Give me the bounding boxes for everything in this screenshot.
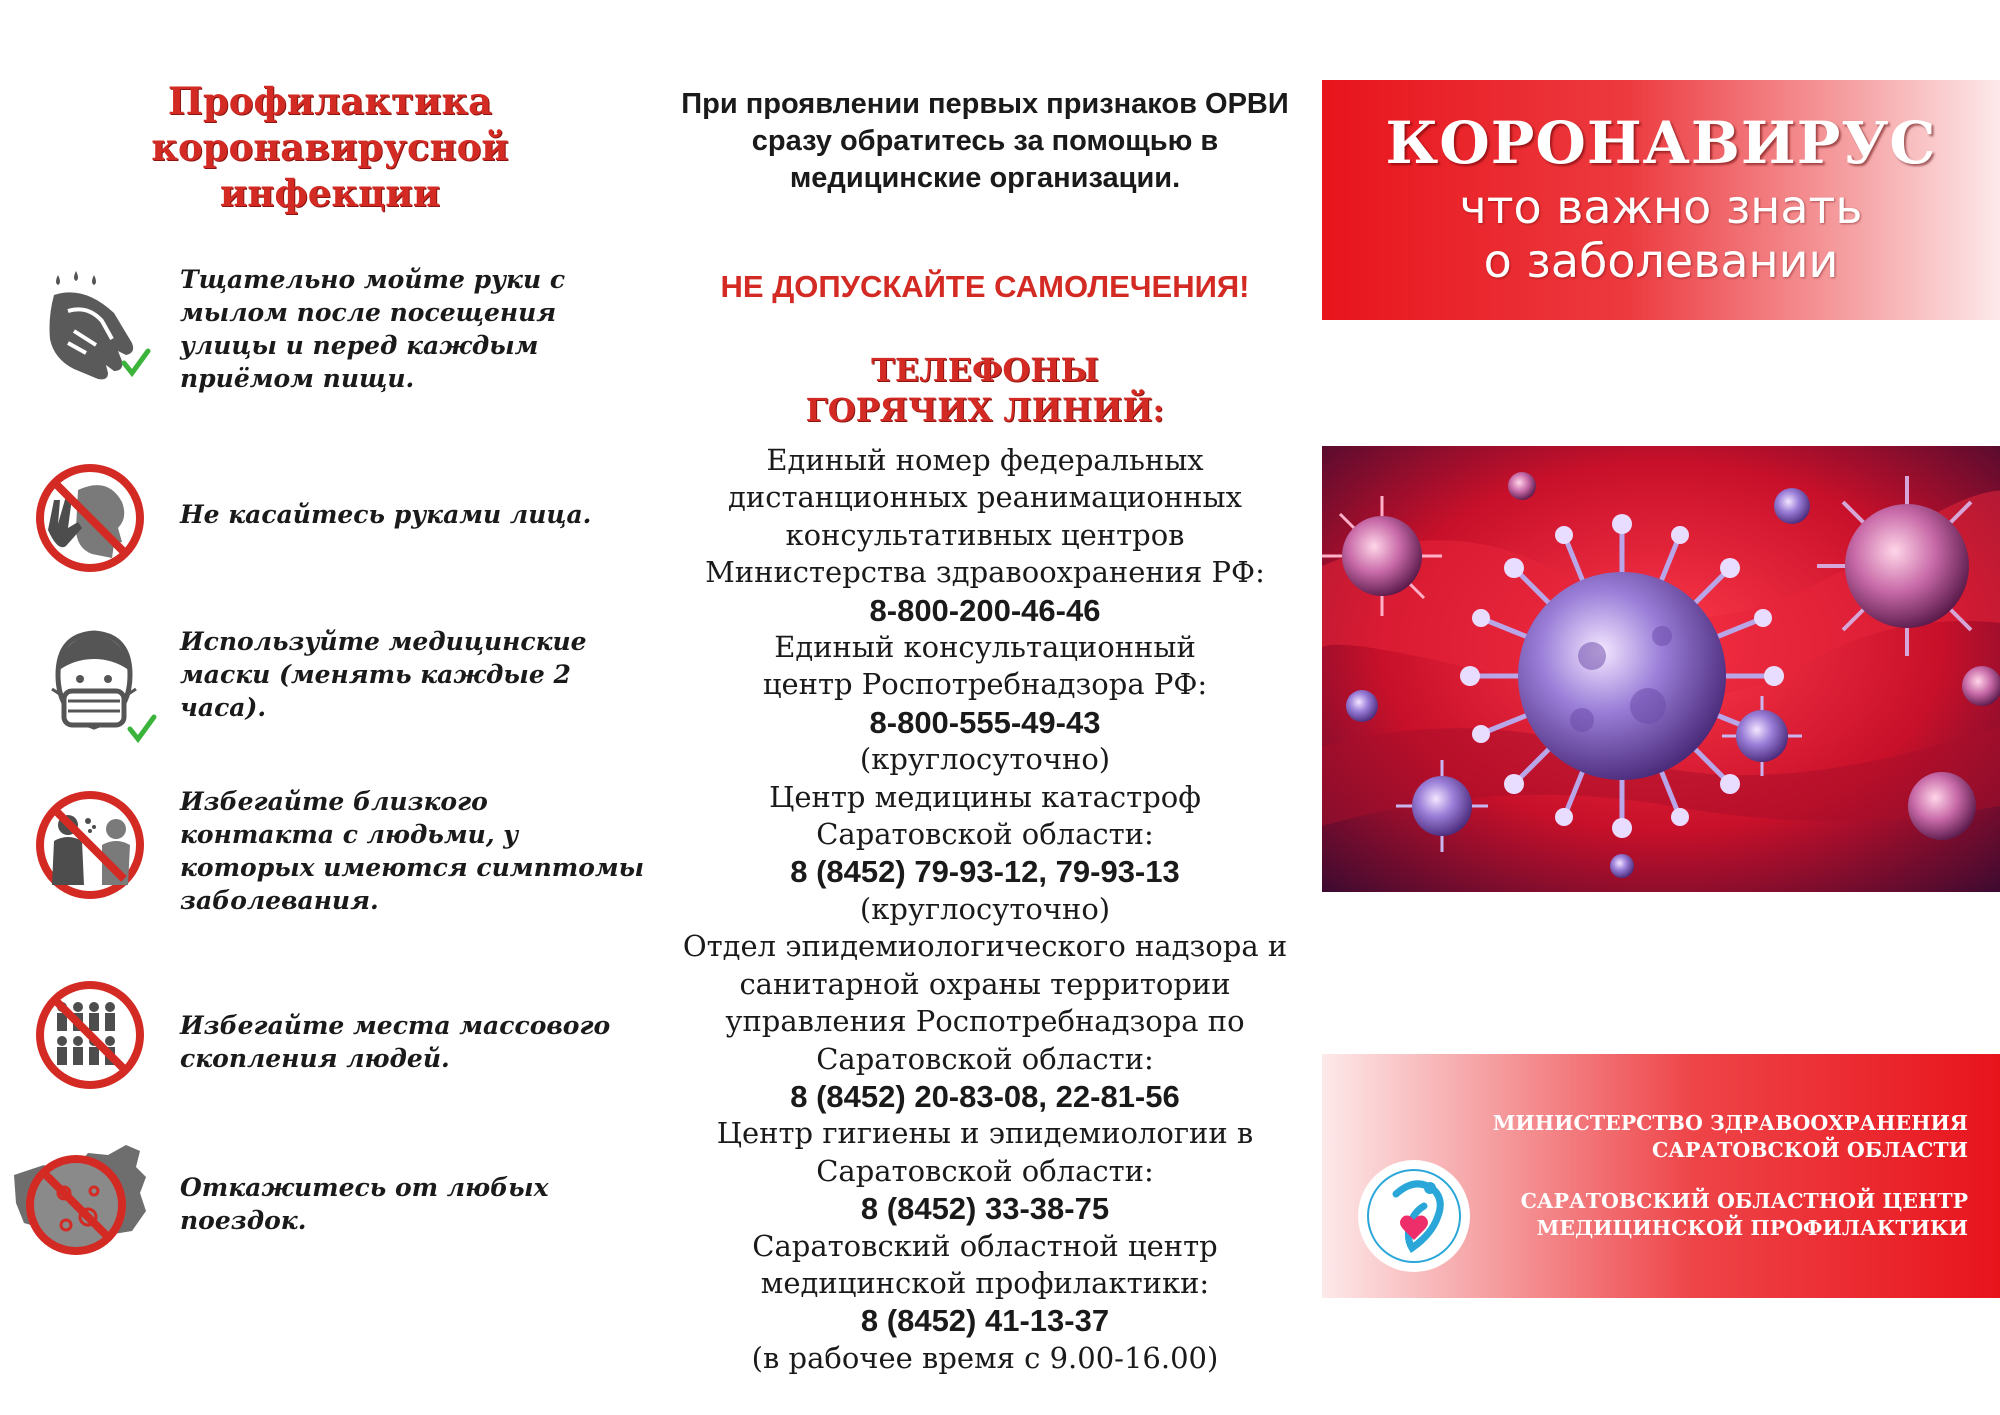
hotlines-title: ТЕЛЕФОНЫ ГОРЯЧИХ ЛИНИЙ: — [805, 351, 1165, 429]
contact-label: Отдел эпидемиологического надзора и — [682, 929, 1288, 964]
organizations-banner — [1322, 1054, 2000, 1298]
phone-number[interactable]: 8 (8452) 20-83-08, 22-81-56 — [790, 1078, 1180, 1114]
banner-column — [1320, 0, 2000, 1415]
banner-title: КОРОНАВИРУС — [1385, 109, 1937, 177]
tip-item — [0, 975, 660, 1125]
coronavirus-banner — [1322, 80, 2000, 320]
prevention-center-name: САРАТОВСКИЙ ОБЛАСТНОЙ ЦЕНТР МЕДИЦИНСКОЙ ПРОФИЛАКТИКИ — [1520, 1189, 1968, 1240]
contact-label: Единый консультационный — [774, 630, 1196, 665]
no-travel-icon — [8, 1135, 168, 1275]
hand-washing-icon — [28, 255, 168, 395]
contact-label: Саратовской области: — [816, 1041, 1154, 1076]
tip-item — [0, 785, 660, 935]
contact-note: (в рабочее время с 9.00-16.00) — [751, 1340, 1219, 1375]
phone-number[interactable]: 8-800-200-46-46 — [869, 592, 1101, 628]
tip-text: Избегайте места массового скопления людей. — [180, 1011, 611, 1073]
tip-text: Избегайте близкого контакта с людьми, у которых имеются симптомы заболевания. — [180, 787, 645, 915]
prevention-center-logo — [1356, 1158, 1472, 1274]
contact-label: Министерства здравоохранения РФ: — [705, 555, 1265, 590]
contact-entry — [655, 928, 1315, 1115]
contact-note: (круглосуточно) — [859, 742, 1111, 777]
info-column — [655, 0, 1315, 1415]
contact-label: консультативных центров — [785, 517, 1185, 552]
no-crowds-icon — [28, 975, 168, 1115]
contacts-list — [655, 442, 1315, 1377]
no-close-contact-icon — [28, 785, 168, 925]
contact-label: Саратовской области: — [816, 1153, 1154, 1188]
contact-entry — [655, 1115, 1315, 1227]
contact-entry — [655, 779, 1315, 929]
intro-text: При проявлении первых признаков ОРВИ сразу обратитесь за помощью в медицинские организации. — [681, 88, 1289, 194]
face-mask-icon — [28, 625, 168, 765]
contact-entry — [655, 1228, 1315, 1378]
phone-number[interactable]: 8 (8452) 79-93-12, 79-93-13 — [790, 854, 1180, 890]
phone-number[interactable]: 8 (8452) 33-38-75 — [860, 1191, 1110, 1227]
banner-subtitle: что важно знать о заболевании — [1459, 180, 1863, 288]
phone-number[interactable]: 8-800-555-49-43 — [869, 704, 1101, 740]
contact-entry — [655, 629, 1315, 779]
contact-label: Саратовской области: — [816, 817, 1154, 852]
tip-item — [0, 625, 660, 775]
contact-label: Единый номер федеральных — [766, 443, 1204, 477]
contact-label: дистанционных реанимационных — [728, 480, 1242, 515]
prevention-title: Профилактика коронавирусной инфекции — [151, 79, 509, 215]
contact-label: медицинской профилактики: — [760, 1265, 1210, 1300]
tip-text: Используйте медицинские маски (менять каждые 2 часа). — [180, 627, 587, 722]
tip-item — [0, 460, 660, 610]
contact-label: санитарной охраны территории — [739, 966, 1231, 1001]
contact-label: Центр гигиены и эпидемиологии в — [716, 1116, 1254, 1151]
contact-label: управления Роспотребнадзора по — [725, 1004, 1245, 1039]
phone-number[interactable]: 8 (8452) 41-13-37 — [860, 1303, 1110, 1339]
tip-item — [0, 1135, 660, 1285]
ministry-name: МИНИСТЕРСТВО ЗДРАВООХРАНЕНИЯ САРАТОВСКОЙ ОБЛАСТИ — [1492, 1111, 1968, 1162]
tip-text: Не касайтесь руками лица. — [180, 500, 592, 529]
contact-entry — [655, 442, 1315, 629]
contact-label: Саратовский областной центр — [752, 1228, 1218, 1263]
contact-note: (круглосуточно) — [859, 891, 1111, 926]
prevention-column — [0, 0, 660, 1415]
tip-text: Тщательно мойте руки с мылом после посещения улицы и перед каждым приёмом пищи. — [180, 265, 566, 393]
contact-label: центр Роспотребнадзора РФ: — [762, 667, 1208, 702]
no-face-touch-icon — [28, 460, 168, 600]
virus-illustration — [1322, 446, 2000, 892]
contact-label: Центр медицины катастроф — [769, 779, 1201, 814]
no-self-treatment-warning: НЕ ДОПУСКАЙТЕ САМОЛЕЧЕНИЯ! — [720, 269, 1250, 304]
tip-item — [0, 255, 660, 405]
tip-text: Откажитесь от любых поездок. — [180, 1173, 549, 1235]
